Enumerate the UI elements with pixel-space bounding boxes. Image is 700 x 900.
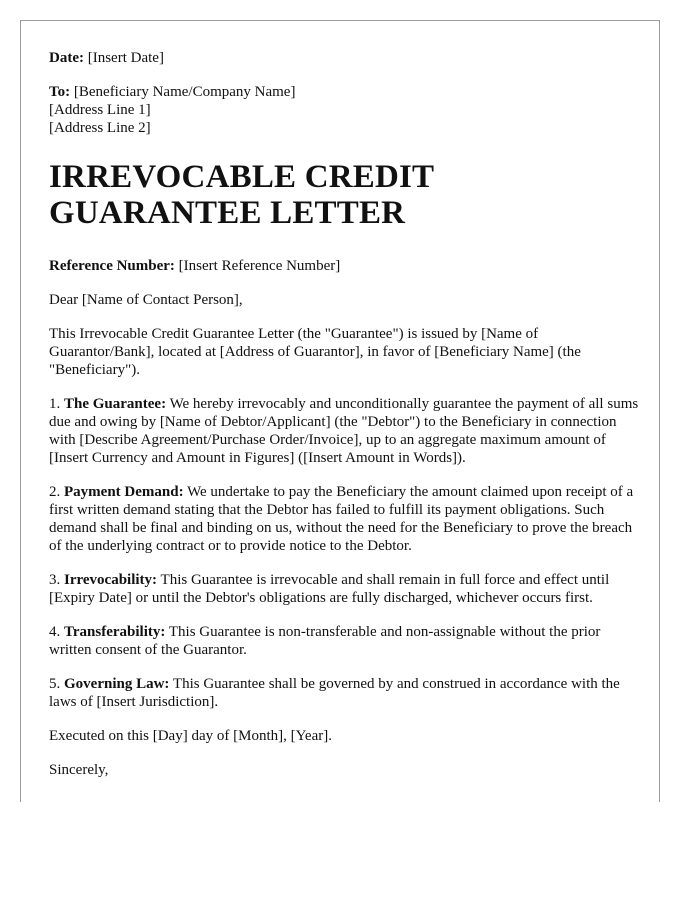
reference-value: [Insert Reference Number] [178, 258, 341, 274]
date-value: [Insert Date] [87, 50, 164, 66]
clause-number: 2. [49, 484, 61, 500]
recipient-line [49, 83, 639, 101]
clause-heading: Transferability: [64, 624, 166, 640]
recipient-block [49, 83, 639, 137]
clause-text: This Guarantee shall be governed by and construed in accordance with the laws of [Insert Jurisdiction]. [49, 676, 620, 710]
clause-guarantee [49, 395, 639, 467]
clause-transferability [49, 623, 639, 659]
clause-irrevocability [49, 571, 639, 607]
intro-paragraph: This Irrevocable Credit Guarantee Letter (the "Guarantee") is issued by [Name of Guarantor/Bank], located at [Address of Guarantor], in favor of [Beneficiary Name] (the "Beneficiary"). [49, 326, 581, 378]
letter-title: IRREVOCABLE CREDIT GUARANTEE LETTER [49, 159, 434, 231]
to-label: To: [49, 84, 71, 100]
reference-line [49, 257, 639, 275]
clause-number: 4. [49, 624, 61, 640]
clause-heading: Governing Law: [64, 676, 170, 692]
address-line-1: [Address Line 1] [49, 102, 151, 118]
clause-text: We undertake to pay the Beneficiary the amount claimed upon receipt of a first written demand stating that the Debtor has failed to fulfill its payment obligations. Such demand shall be final and binding on us, without the need for the Beneficiary to prove the breach of the underlying contract or to provide notice to the Debtor. [49, 484, 634, 554]
clause-number: 5. [49, 676, 61, 692]
clause-heading: Irrevocability: [64, 572, 158, 588]
date-line [49, 49, 639, 67]
salutation: Dear [Name of Contact Person], [49, 292, 243, 308]
clause-number: 1. [49, 396, 61, 412]
letter-page [20, 20, 660, 802]
executed-line: Executed on this [Day] day of [Month], [Year]. [49, 728, 332, 744]
recipient-name: [Beneficiary Name/Company Name] [73, 84, 296, 100]
address-line-2: [Address Line 2] [49, 120, 151, 136]
closing-line: Sincerely, [49, 762, 109, 778]
clause-number: 3. [49, 572, 61, 588]
clause-text: We hereby irrevocably and unconditionally guarantee the payment of all sums due and owing by [Name of Debtor/Applicant] (the "Debtor") to the Beneficiary in connection with [Describe Agreement/Purchase Order/Invoice], up to an aggregate maximum amount of [Insert Currency and Amount in Figures] ([Insert Amount in Words]). [49, 396, 639, 466]
reference-label: Reference Number: [49, 258, 175, 274]
clause-heading: The Guarantee: [64, 396, 167, 412]
clause-heading: Payment Demand: [64, 484, 184, 500]
clause-governing-law [49, 675, 639, 711]
clause-payment-demand [49, 483, 639, 555]
date-label: Date: [49, 50, 84, 66]
clause-text: This Guarantee is irrevocable and shall remain in full force and effect until [Expiry Date] or until the Debtor's obligations are fully discharged, whichever occurs first. [49, 572, 610, 606]
clause-text: This Guarantee is non-transferable and non-assignable without the prior written consent of the Guarantor. [49, 624, 601, 658]
letter-content [49, 49, 639, 795]
